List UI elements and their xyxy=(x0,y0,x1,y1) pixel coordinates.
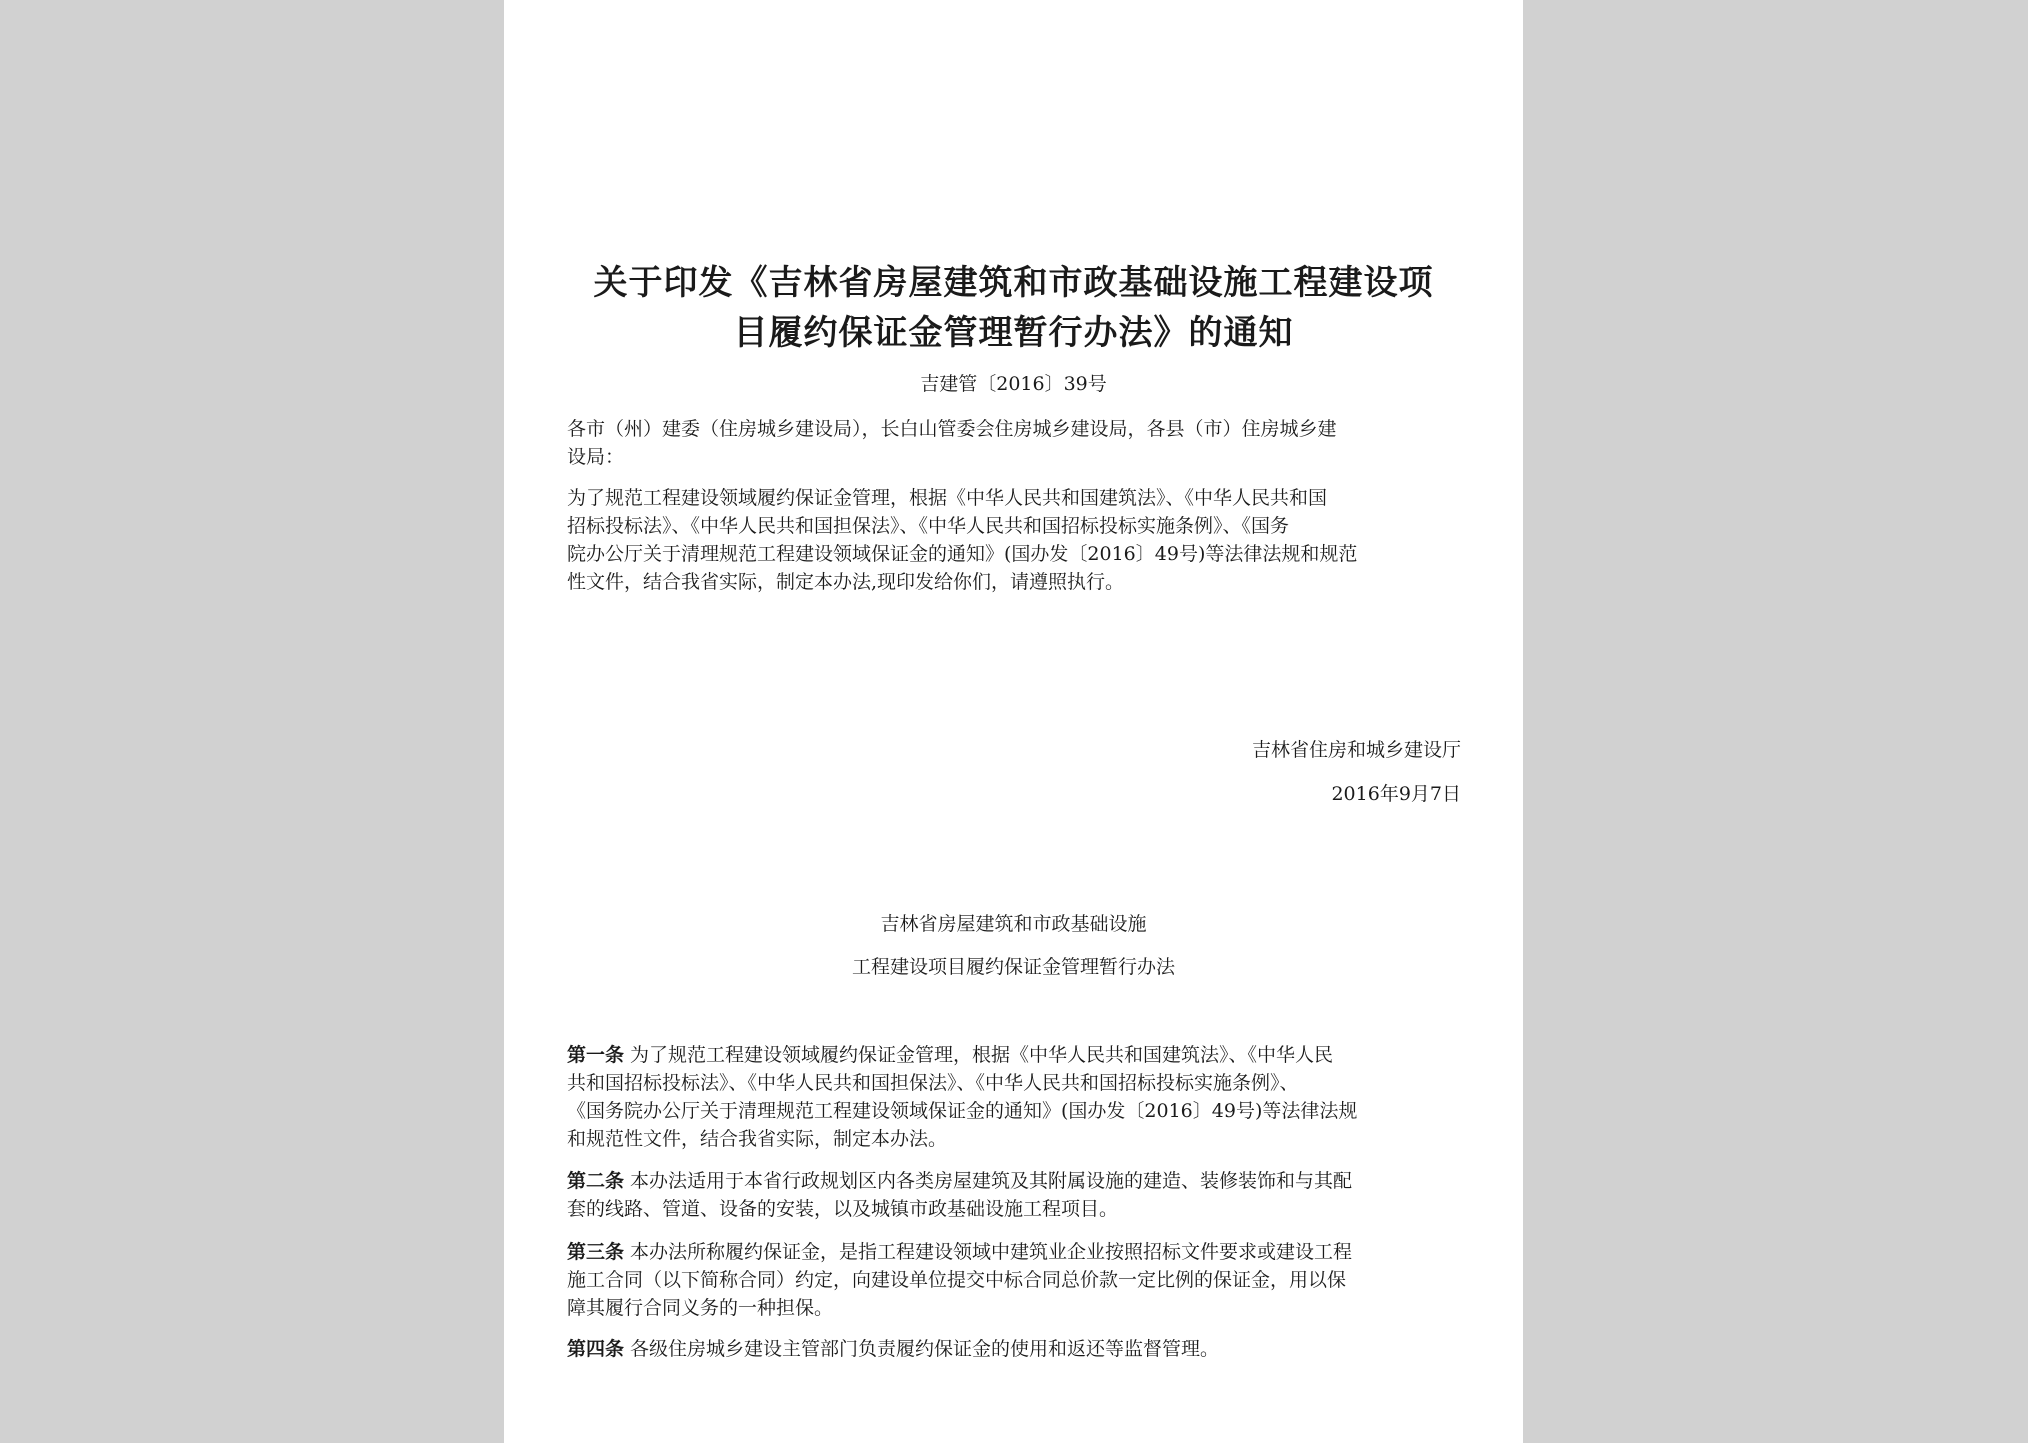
body-line: 为了规范工程建设领域履约保证金管理，根据《中华人民共和国建筑法》、《中华人民共和国 xyxy=(567,487,1328,509)
notice-body xyxy=(567,484,1462,596)
article-text: 本办法适用于本省行政规划区内各类房屋建筑及其附属设施的建造、装修装饰和与其配 xyxy=(624,1170,1353,1192)
addressee xyxy=(567,415,1462,471)
article-text: 本办法所称履约保证金，是指工程建设领域中建筑业企业按照招标文件要求或建设工程 xyxy=(624,1241,1353,1263)
article-line: 共和国招标投标法》、《中华人民共和国担保法》、《中华人民共和国招标投标实施条例》、 xyxy=(567,1072,1299,1094)
article-label: 第三条 xyxy=(567,1241,625,1263)
article-line xyxy=(567,1335,1462,1363)
article-line xyxy=(567,1167,1462,1195)
article-line: 和规范性文件，结合我省实际，制定本办法。 xyxy=(567,1128,948,1150)
issuing-authority: 吉林省住房和城乡建设厅 xyxy=(1251,739,1461,761)
notice-title xyxy=(564,258,1463,358)
body-line: 院办公厅关于清理规范工程建设领域保证金的通知》(国办发〔2016〕49号)等法律法规和规范 xyxy=(567,543,1358,565)
notice-title-line: 目履约保证金管理暂行办法》的通知 xyxy=(733,313,1294,353)
issue-date: 2016年9月7日 xyxy=(1331,783,1461,805)
notice-title-line: 关于印发《吉林省房屋建筑和市政基础设施工程建设项 xyxy=(593,263,1434,303)
article-label: 第二条 xyxy=(567,1170,625,1192)
addressee-line: 各市（州）建委（住房城乡建设局），长白山管委会住房城乡建设局，各县（市）住房城乡建 xyxy=(567,418,1337,440)
measures-title-line: 吉林省房屋建筑和市政基础设施 xyxy=(880,913,1147,935)
article-label: 第四条 xyxy=(567,1338,625,1360)
article-line xyxy=(567,1238,1462,1266)
article-2 xyxy=(567,1167,1462,1223)
article-line: 障其履行合同义务的一种担保。 xyxy=(567,1297,834,1319)
body-line: 招标投标法》、《中华人民共和国担保法》、《中华人民共和国招标投标实施条例》、《国务 xyxy=(567,515,1290,537)
article-text: 各级住房城乡建设主管部门负责履约保证金的使用和返还等监督管理。 xyxy=(624,1338,1220,1360)
article-text: 为了规范工程建设领域履约保证金管理，根据《中华人民共和国建筑法》、《中华人民 xyxy=(624,1044,1334,1066)
article-line: 《国务院办公厅关于清理规范工程建设领域保证金的通知》(国办发〔2016〕49号)等法律法规 xyxy=(567,1100,1358,1122)
addressee-line: 设局： xyxy=(567,446,625,468)
article-4 xyxy=(567,1335,1462,1363)
document-page xyxy=(504,0,1523,1443)
article-label: 第一条 xyxy=(567,1044,625,1066)
article-line: 套的线路、管道、设备的安装，以及城镇市政基础设施工程项目。 xyxy=(567,1198,1119,1220)
article-3 xyxy=(567,1238,1462,1322)
article-line xyxy=(567,1041,1462,1069)
measures-title-line: 工程建设项目履约保证金管理暂行办法 xyxy=(851,956,1175,978)
article-1 xyxy=(567,1041,1462,1153)
article-line: 施工合同（以下简称合同）约定，向建设单位提交中标合同总价款一定比例的保证金，用以保 xyxy=(567,1269,1347,1291)
document-number: 吉建管〔2016〕39号 xyxy=(920,373,1107,395)
body-line: 性文件，结合我省实际，制定本办法,现印发给你们，请遵照执行。 xyxy=(567,571,1125,593)
